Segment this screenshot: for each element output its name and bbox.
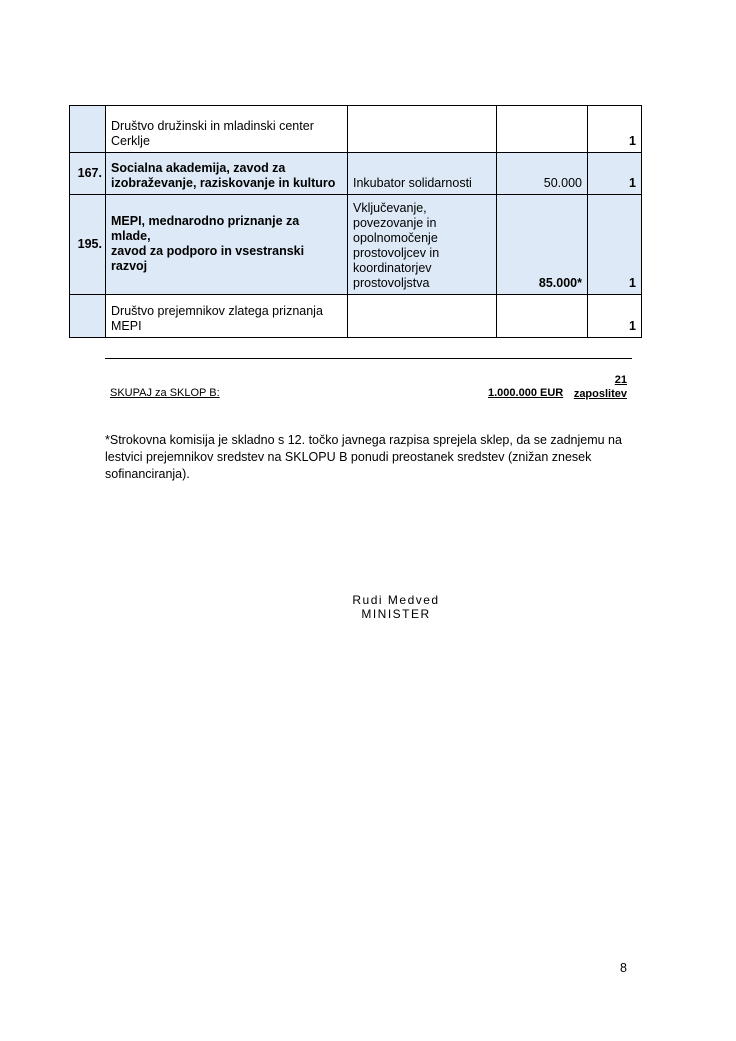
organization-line: MEPI (111, 319, 142, 333)
project-cell (348, 153, 497, 195)
organization-line: izobraževanje, raziskovanje in kulturo (111, 176, 336, 190)
organization-cell (106, 153, 348, 195)
organization-line: Socialna akademija, zavod za (111, 161, 286, 175)
table-row (70, 153, 642, 195)
table-row (70, 295, 642, 338)
project-line: opolnomočenje (353, 231, 438, 245)
page-number: 8 (620, 961, 627, 975)
amount-cell: 85.000* (497, 195, 588, 295)
table-row (70, 195, 642, 295)
footnote-line: lestvici prejemnikov sredstev na SKLOPU B ponudi preostanek sredstev (znižan znesek (105, 450, 592, 464)
project-line: prostovoljstva (353, 276, 430, 290)
project-cell (348, 106, 497, 153)
project-cell (348, 295, 497, 338)
row-number (70, 295, 106, 338)
project-cell (348, 195, 497, 295)
total-employments (570, 373, 627, 401)
recipients-table (69, 105, 642, 338)
amount-cell: 50.000 (497, 153, 588, 195)
row-number (70, 106, 106, 153)
footnote-line: *Strokovna komisija je skladno s 12. točko javnega razpisa sprejela sklep, da se zadnjemu na (105, 433, 622, 447)
organization-cell (106, 295, 348, 338)
amount-cell (497, 106, 588, 153)
organization-cell (106, 106, 348, 153)
project-line: povezovanje in (353, 216, 437, 230)
total-label: SKUPAJ za SKLOP B: (110, 387, 220, 399)
row-number: 195. (70, 195, 106, 295)
signature-block (296, 593, 496, 621)
signatory-name: Rudi Medved (352, 593, 440, 607)
count-cell: 1 (588, 153, 642, 195)
total-count-number: 21 (614, 374, 627, 386)
project-line: Inkubator solidarnosti (353, 176, 472, 190)
count-cell: 1 (588, 106, 642, 153)
organization-line: MEPI, mednarodno priznanje za mlade, (111, 214, 300, 243)
row-number: 167. (70, 153, 106, 195)
total-amount: 1.000.000 EUR (488, 387, 564, 399)
footnote-line: sofinanciranja). (105, 467, 190, 481)
project-line: prostovoljcev in (353, 246, 440, 260)
organization-line: Cerklje (111, 134, 150, 148)
divider-line (105, 358, 632, 359)
organization-line: zavod za podporo in vsestranski razvoj (111, 244, 305, 273)
amount-cell (497, 295, 588, 338)
footnote (105, 432, 635, 483)
project-line: koordinatorjev (353, 261, 432, 275)
signatory-title: MINISTER (361, 607, 431, 621)
project-line: Vključevanje, (353, 201, 427, 215)
count-cell: 1 (588, 195, 642, 295)
organization-line: Društvo družinski in mladinski center (111, 119, 314, 133)
total-count-unit: zaposlitev (573, 388, 627, 400)
organization-line: Društvo prejemnikov zlatega priznanja (111, 304, 323, 318)
organization-cell (106, 195, 348, 295)
count-cell: 1 (588, 295, 642, 338)
table-row (70, 106, 642, 153)
